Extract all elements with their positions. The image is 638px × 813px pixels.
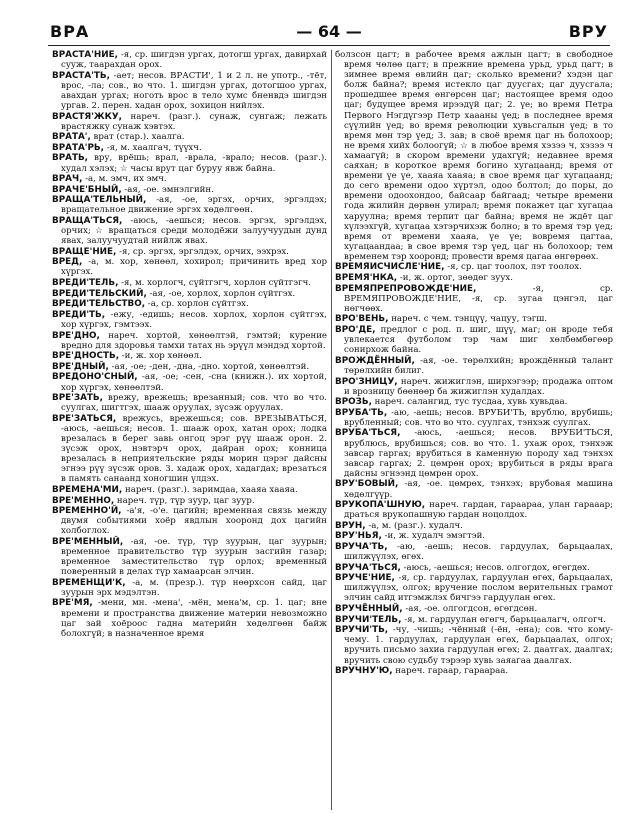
entry-definition: -аюсь, -аешься; несов. олгогдох, өгөгдөх. [403,562,590,573]
dictionary-entry [335,666,613,676]
entry-definition: -я, м. хаалгач, түүхч. [106,142,202,153]
dictionary-entry [52,485,327,495]
entry-headword: ВРАТА', [52,132,91,143]
dictionary-entry [335,356,613,376]
entry-headword: ВРАТЬ, [52,153,89,164]
entry-headword: ВРУБА'ТЬ, [335,407,388,418]
entry-definition: вру, врёшь; врал, -врала, -врало; несов. (разг.). худал хэлэх; ☆ часы врут цаг буруу явж байна. [61,153,327,174]
entry-definition: нареч. түр, түр зуур, цаг зуур. [116,495,255,506]
dictionary-entry [52,414,327,485]
entry-headword: ВРЕДОНО'СНЫЙ, [52,372,138,383]
dictionary-entry [335,428,613,478]
entry-definition: предлог с род. п. шиг, шүү, маг; он вроде тебя увлекается футболом тэр чам шиг хөлбөмбөгөөр сонирхож байна. [344,325,613,356]
dictionary-entry [335,50,613,262]
entry-definition: нареч. жижиглэн, ширхэгээр; продажа оптом и врозницу бөөнөөр ба жижиглэн худалдах. [344,376,613,397]
dictionary-entry [335,377,613,397]
entry-headword: ВРУЧЕ'НИЕ, [335,573,395,584]
entry-headword: ВРЕМЕННО'Й, [52,506,122,517]
entry-definition: -ая, -ое, хорлох, хорлон сүйтгэх. [149,288,296,299]
entry-definition: -аюсь, -аешься; несов. эргэх, эргэлдэх, орчих; ☆ вращаться среди молодёжи залуучуудын дунд явах, залуучуудтай нийлж явах. [61,216,327,247]
entry-headword: ВРАЧ, [52,174,83,185]
entry-headword: ВРО'ДЕ, [335,325,376,336]
dictionary-entry [52,598,327,638]
entry-definition: -ая, -ое. түр, түр зуурын, цаг зуурын; временное правительство түр зуурын засгийн газар; временное заместительство түр орлох; временный поверенный в делах түр хамаарсан элчин. [61,536,327,578]
dictionary-entry [335,262,613,272]
entry-definition: -аюсь, -аешься; несов. ВРУБИ'ТЬСЯ, врублюсь, врубишься; сов. во что. 1. ухаж орох, тэнхэж завсар гаргах; врубиться в каменную породу хад тэнхэх завсар гаргах; 2. цөмрөн орох; врубиться в ряды врага дайсны эгнээнд цөмрөн орох. [344,428,613,479]
entry-headword: ВРЕ'ДНЫЙ, [52,361,109,372]
entry-headword: ВРЕДИ'ТЬ, [52,309,106,320]
dictionary-entry [52,195,327,215]
entry-headword: ВРАТА'РЬ, [52,142,104,153]
dictionary-entry [52,289,327,299]
dictionary-entry [335,615,613,625]
entry-headword: ВРУЧНУ'Ю, [335,666,393,677]
dictionary-entry [335,563,613,573]
entry-headword: ВРЕМЕНА'МИ, [52,484,123,495]
entry-definition: -аю, -аешь; несов. гардуулах, барьцаалах, шилжүүлэх, өгөх. [344,542,613,563]
entry-definition: -я, ср. шигдэн ургах, дотогш ургах, давирхай сууж, таарахдан орох. [61,50,327,71]
entry-definition: -аю, -аешь; несов. ВРУБИ'ТЬ, врублю, врубишь; врубленный; сов. что во что. суулгах, тэнхэж суулгах. [344,407,613,428]
entry-headword: ВРАЩА'ТЕЛЬНЫЙ, [52,195,147,206]
dictionary-entry [52,143,327,153]
entry-definition: врежу, врежешь; врезанный; сов. что во что. суулгах, шигтгэх, шааж оруулах, зүсэж оруулах. [61,393,327,414]
entry-definition: -я, м. хорлогч, сүйтгэгч, хорлон сүйтгэгч. [121,278,312,289]
entry-headword: ВРЕ'ДНО, [52,330,100,341]
entry-headword: ВРО'ЗНИЦУ, [335,376,398,387]
entry-headword: ВРУЧЁННЫЙ, [335,604,403,615]
entry-definition: -чу, -чишь; -чённый (-ён, -ена); сов. что кому-чему. 1. гардуулах, гардуулан өгөх, барьцаалах, олгох; вручить письмо захиа гардуулан өгөх; 2. даатгах, даалгах; вручить свою судьбу тэрээр хувь заяагаа даалгах. [344,625,613,666]
entry-definition: -и, ж. худалч эмэгтэй. [384,531,486,542]
dictionary-entry [52,112,327,132]
entry-headword: ВРЕДИ'ТЕЛЬСКИЙ, [52,288,147,299]
dictionary-entry [52,372,327,392]
entry-headword: ВРАСТЯ'ЖКУ, [52,111,122,122]
entry-definition: -ая, -ое. төрөлхийн; врождённый талант төрөлхийн билиг. [344,355,613,376]
entry-headword: ВРАЧЕ'БНЫЙ, [52,184,122,195]
entry-definition: нареч. гардан, гараараа, улан гарааар; драться врукопашную гардан ноцолдох. [344,500,613,521]
entry-headword: ВРЕ'МЯ, [52,598,93,609]
entry-headword: ВРАЩА'ТЬСЯ, [52,216,123,226]
dictionary-entry [52,496,327,506]
entry-headword: ВРЕМЯИСЧИСЛЕ'НИЕ, [335,262,445,273]
dictionary-entry [335,542,613,562]
dictionary-entry [52,257,327,277]
entry-definition: -а, м. хор, хөнөөл, хохирол; причинить вред хор хүргэх. [61,257,327,278]
entry-definition: -ая, -ое. цөмрөх, тэнхэх; врубовая машина хөдөлгүүр. [344,479,613,500]
dictionary-entry [52,278,327,288]
column-divider [331,50,332,810]
entry-definition: -ая, -ое, эргэх, орчих, эргэлдэх; вращательное движение эргэх хөдөлгөөн. [61,195,327,216]
entry-headword: ВРЕМЕНЩИ'К, [52,577,126,588]
entry-headword: ВРЕД, [52,257,83,268]
entry-headword: ВРЕДИ'ТЕЛЬ, [52,278,119,289]
entry-headword: ВРЕ'МЕННО, [52,495,115,506]
entry-definition: -а, м. (презр.). түр нөөрхсон сайд, цаг зуурын эрх мэдэлтэн. [61,577,327,598]
entry-definition: -а, м. эмч, их эмч. [85,174,167,185]
dictionary-entry [335,521,613,531]
dictionary-entry [52,393,327,413]
entry-headword: ВРУЧА'ТЬСЯ, [335,562,401,573]
entry-definition: нареч. гараар, гараараа. [395,666,509,677]
entry-definition: нареч. хортой, хөнөөлтэй, гэмтэй; курение вредно для здоровья тамхи татах нь эрүүл мэндэд хортой. [61,330,327,351]
dictionary-entry [52,310,327,330]
page-header [50,22,608,44]
dictionary-entry [52,216,327,246]
entry-definition: нареч. (разг.). заримдаа, хааяа хааяа. [124,484,298,495]
dictionary-entry [335,604,613,614]
entry-headword: ВРУЧИ'ТЕЛЬ, [335,614,402,625]
dictionary-entry [335,479,613,499]
entry-definition: -я, ср. эргэх, эргэлдэх, орчих, ээхрэх. [119,246,289,257]
entry-headword: ВРУ'БОВЫЙ, [335,479,399,490]
entry-definition: -и, ж. хор хөнөөл. [121,351,202,362]
entry-headword: ВРО'ВЕНЬ, [335,314,389,325]
entry-definition: нареч. салангид, тус тусдаа, хувь хувьдаа. [374,397,568,408]
entry-headword: ВРЕ'ДНОСТЬ, [52,351,120,362]
entry-definition: нареч. с чем. тэнцүү, чацуу, тэгш. [391,314,547,325]
dictionary-entry [52,506,327,536]
entry-definition: -я, ср. цаг тоолох, лэт тоолох. [447,262,582,273]
entry-definition: нареч. (разг.). сунаж, сунгаж; лежать врастяжку сунаж хэвтэх. [61,111,327,132]
header-right-guide-word: ВРУ [568,22,608,41]
entry-headword: ВРУН, [335,520,366,531]
entry-definition: -я, ср. гардуулах, гардуулан өгөх, барьцаалах, шилжүүлэх, олгох; вручение послом верительных грамот элчин сайд итгэмжлэх бичгээ гардуулан өгөх. [344,573,613,604]
left-column [52,50,327,810]
entry-headword: ВРУЧИ'ТЬ, [335,625,389,636]
entry-definition: -ая, -ое; -ден, -дна, -дно. хортой, хөнөөлтэй. [111,361,310,372]
dictionary-entry [335,573,613,603]
right-column [335,50,613,810]
page-number: — 64 — [296,22,362,41]
entry-definition: болзсон цагт; в рабочее время ажлын цагт; в свободное время чөлөө цагт; в прежние времена урьд, урьд цагт; в зимнее время өвлийн цаг; сколько времени? хэдэн цаг болж байна?; время истекло цаг дуусгах; цаг дуусгала; прошедшее время өнгөрсөн цаг; настоящее время одоо цаг; будущее время ирээдүй цаг; 2. үе; во время Петра Первого Нэгдүгээр Петр хаааны үед; в последнее время сүүлийн үед; во время революции хувьсгалын үед; в то время мөн тэр үед; 3. зав; в своё время цаг нь болохоор; не время хийх болоогүй; ☆ в любое время хэзээ ч, хэзээ ч хамаагүй; в скором времени удахгүй; недавнее время саяхан; в короткое время богино хугацаанд; время от времени үе үе, хааяа хааяа; в свое время цаг хугацаанд; до сего времени одоо хүртэл, одоо болтол; до поры, до времени одоохондоо, байсаар байгаад; четыре времени года жилийн дөрвөн улирал; время покажет цаг хугацаа харуулна; время терпит цаг байна; время не ждёт цаг хүлээхгүй, хугацаа хэтэрчихэж болно; в то время тэр үед; время от времени хааяа, үе үе; вовремя цагтаа, хугацаандаа; в свое время тэр үед, цаг нь болохоор; тем временем тэр хооронд; провести время цагаа өнгөрөөх. [335,50,613,262]
entry-definition: -а, м. (разг.). худалч. [368,520,463,531]
entry-headword: ВРЕ'МЕННЫЙ, [52,536,124,547]
dictionary-entry [335,397,613,407]
entry-headword: ВРЕМЯ'НКА, [335,273,398,284]
entry-headword: ВРУЧА'ТЬ, [335,542,388,552]
entry-definition: врежусь, врежешься; сов. ВРЕЗЫВАТЬСЯ, -аюсь, -аешься; несов. 1. шааж орох, хатан орох; лодка врезалась в берег завь онгоц эрэг рүү шааж орон. 2. зүсэж орох, нэвтэрч орох, дайран орох; конница врезалась в неприятельские ряды морин цэрэг дайсны эгнээ рүү зүсэж оров. 3. хадаж орох, хадагдах; врезаться в память санаанд хоногшин үлдэх. [61,413,327,485]
entry-definition: -я, м. гардуулан өгөгч, барьцаалагч, олгогч. [404,614,606,625]
dictionary-entry [52,362,327,372]
entry-definition: -а, ср. хорлон сүйтгэх. [147,299,249,310]
entry-headword: ВРАСТА'НИЕ, [52,50,118,60]
dictionary-entry [52,537,327,577]
entry-headword: ВРУ'НЬЯ, [335,531,382,542]
entry-headword: ВРУКОПА'ШНУЮ, [335,500,426,511]
entry-definition: -мени, мн. -мена', -мён, мена'м, ср. 1. цаг; вне времени и пространства движение материи невозможно цаг зай хоёроос гадна материйн хөдөлгөөн байж болохгүй; в назначенное время [61,598,327,639]
dictionary-entry [52,299,327,309]
entry-headword: ВРЕ'ЗАТЬСЯ, [52,413,117,424]
entry-definition: -и, ж. ортог, зөөдөг зуух. [399,273,513,284]
entry-headword: ВРЕ'ЗАТЬ, [52,393,103,404]
dictionary-entry [335,531,613,541]
entry-definition: -ая, -ое. олгогдсон, өгөгдсөн. [405,604,538,615]
header-left-guide-word: ВРА [50,22,90,41]
dictionary-entry [335,314,613,324]
entry-definition: -ая, -ое. эмнэлгийн. [124,184,214,195]
dictionary-entry [335,273,613,283]
dictionary-entry [335,284,613,314]
dictionary-entry [52,153,327,173]
dictionary-entry [52,132,327,142]
entry-headword: ВРАЩЕ'НИЕ, [52,246,117,257]
dictionary-entry [52,351,327,361]
entry-definition: -ежу, -едишь; несов. хорлох, хорлон сүйтгэх, хор хүргэх, гэмтээх. [61,309,327,330]
entry-definition: -ает; несов. ВРАСТИ', 1 и 2 л. не употр., -тёт, врос, -ла; сов., во что. 1. шигдэн ургах, дотогшоо ургах, авахдан ургах; ноготь врос в тело хумс бненвдэ шигдэн ургав. 2. перен. хадан орох, зохицон нийлэх. [61,70,327,111]
entry-headword: ВРЕДИ'ТЕЛЬСТВО, [52,299,146,310]
entry-definition: -я, ср. ВРЕМЯПРОВОЖДЕ'НИЕ, -я, ср. зугаа цэнгэл, цаг нөгчөөх. [344,283,613,314]
entry-headword: ВРУБА'ТЬСЯ, [335,428,401,439]
entry-headword: ВРЕМЯПРЕПРОВОЖДЕ'НИЕ, [335,283,477,294]
entry-definition: врат (стар.). хаалга. [93,132,185,143]
entry-headword: ВРОЗЬ, [335,397,372,408]
entry-headword: ВРАСТА'ТЬ, [52,70,110,81]
dictionary-entry [335,408,613,428]
dictionary-entry [52,331,327,351]
entry-definition: -ая, -ое; -сен, -сна (книжн.). их хортой, хор хүргэх, хөнөөлтэй. [61,372,327,393]
header-rule [48,45,610,46]
dictionary-entry [335,500,613,520]
dictionary-entry [335,325,613,355]
dictionary-entry [52,71,327,111]
dictionary-entry [52,50,327,70]
entry-headword: ВРОЖДЁННЫЙ, [335,355,415,366]
dictionary-entry [335,625,613,665]
dictionary-entry [52,578,327,598]
dictionary-entry [52,174,327,184]
entry-definition: -а'я, -о'е. цагийн; временная связь между двумя событиями хоёр явдлын хооронд дох цагийн холбоглох. [61,506,327,537]
dictionary-entry [52,185,327,195]
dictionary-entry [52,247,327,257]
